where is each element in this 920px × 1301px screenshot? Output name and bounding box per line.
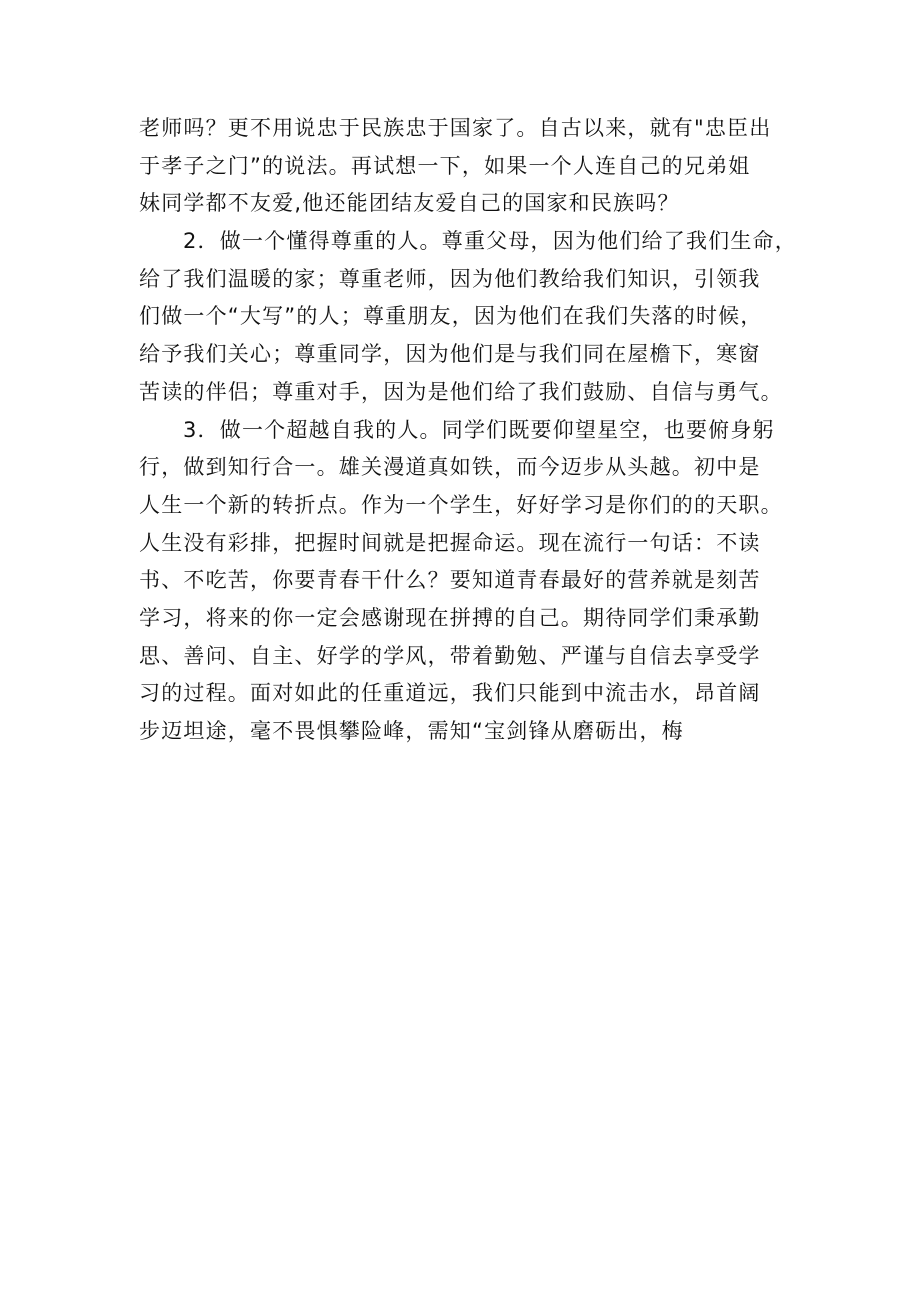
paragraph-2-first-line: 2．做一个懂得尊重的人。尊重父母，因为他们给了我们生命，	[183, 229, 797, 254]
paragraph-3-first-line: 3．做一个超越自我的人。同学们既要仰望星空，也要俯身躬	[183, 417, 775, 442]
text-line: 书、不吃苦，你要青春干什么？要知道青春最好的营养就是刻苦	[139, 568, 761, 593]
text-line: 苦读的伴侣；尊重对手，因为是他们给了我们鼓励、自信与勇气。	[139, 379, 783, 404]
text-line: 给予我们关心；尊重同学，因为他们是与我们同在屋檐下，寒窗	[139, 342, 761, 367]
text-line: 们做一个“大写”的人；尊重朋友，因为他们在我们失落的时候，	[139, 304, 763, 329]
text-line: 给了我们温暖的家；尊重老师，因为他们教给我们知识，引领我	[139, 266, 761, 291]
text-line: 人生没有彩排，把握时间就是把握命运。现在流行一句话：不读	[139, 530, 761, 555]
text-line: 思、善问、自主、好学的学风，带着勤勉、严谨与自信去享受学	[139, 643, 761, 668]
text-line: 学习，将来的你一定会感谢现在拼搏的自己。期待同学们秉承勤	[139, 605, 761, 630]
document-body	[139, 110, 799, 751]
text-line: 老师吗？更不用说忠于民族忠于国家了。自古以来，就有"忠臣出	[139, 116, 772, 140]
text-line: 于孝子之门”的说法。再试想一下，如果一个人连自己的兄弟姐	[139, 153, 751, 178]
text-line: 行，做到知行合一。雄关漫道真如铁，而今迈步从头越。初中是	[139, 455, 761, 480]
text-line: 人生一个新的转折点。作为一个学生，好好学习是你们的的天职。	[139, 492, 783, 517]
text-line: 妹同学都不友爱,他还能团结友爱自己的国家和民族吗？	[139, 191, 680, 216]
text-line: 习的过程。面对如此的任重道远，我们只能到中流击水，昂首阔	[139, 681, 761, 706]
text-line: 步迈坦途，毫不畏惧攀险峰，需知“宝剑锋从磨砺出，梅	[139, 719, 684, 743]
